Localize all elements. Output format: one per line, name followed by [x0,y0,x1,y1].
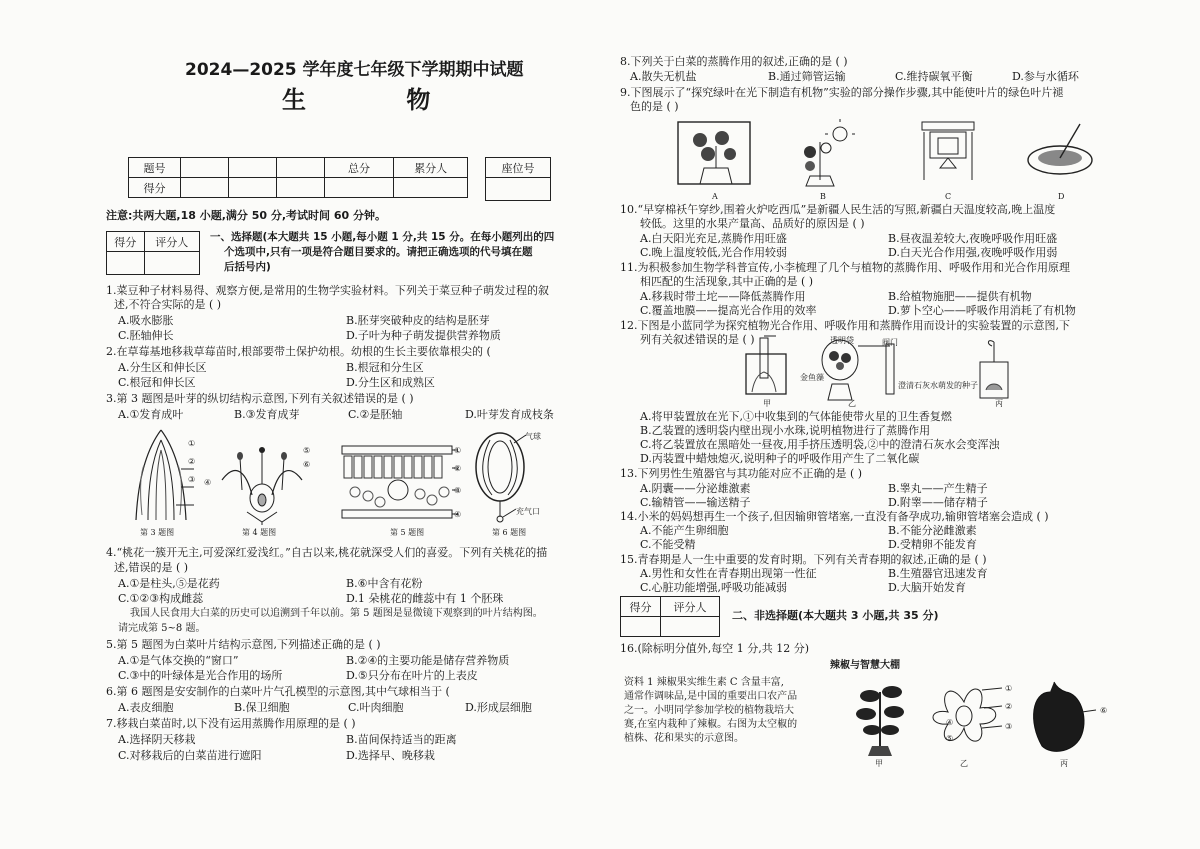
score-table-cell [324,178,394,198]
question-15-option-b: B.生殖器官迅速发育 [888,567,988,580]
question-13-stem: 13.下列男性生殖器官与其功能对应不正确的是 ( ) [620,467,863,480]
question-16-stem: 16.(除标明分值外,每空 1 分,共 12 分) [620,642,810,655]
q9-letter-c: C [945,192,952,201]
question-12-option-d: D.丙装置中蜡烛熄灭,说明种子的呼吸作用产生了二氧化碳 [640,452,920,465]
question-12-option-b: B.乙装置的透明袋内壁出现小水珠,说明植物进行了蒸腾作用 [640,424,931,437]
question-14-stem: 14.小米的妈妈想再生一个孩子,但因输卵管堵塞,一直没有备孕成功,输卵管堵塞会造成 ( ) [620,510,1049,523]
question-4-option-b: B.⑥中含有花粉 [346,577,423,590]
question-4-stem: 4.“桃花一簇开无主,可爱深红爱浅红。”自古以来,桃花就深受人们的喜爱。下列有关桃花的描 [106,546,548,559]
question-15-option-c: C.心脏功能增强,呼吸功能减弱 [640,581,788,594]
question-9-stem: 9.下图展示了“探究绿叶在光下制造有机物”实验的部分操作步骤,其中能使叶片的绿色叶片褪 [620,86,1064,99]
q16-caption-jia: 甲 [875,759,883,768]
section2-grader-cell [660,617,719,637]
question-7-option-b: B.苗间保持适当的距离 [346,733,457,746]
section1-heading-line3: 后括号内) [224,261,271,273]
score-table-cell [228,158,276,178]
section2-score-label: 得分 [621,597,661,617]
q16-mark-4: ④ [946,718,954,727]
question-10-option-c: C.晚上温度较低,光合作用较弱 [640,246,788,259]
intro-5-8: 我国人民食用大白菜的历史可以追溯到千年以前。第 5 题图是显微镜下观察到的叶片结构图。 [130,608,543,619]
question-11-option-b: B.给植物施肥——提供有机物 [888,290,1032,303]
grader-name-label: 评分人 [144,232,199,252]
section2-grader-box [620,596,720,637]
score-table-cell: 累分人 [394,158,468,178]
score-table-cell: 得分 [129,178,181,198]
question-12-stem: 12.下图是小蓝同学为探究植物光合作用、呼吸作用和蒸腾作用而设计的实验装置的示意图,下 [620,319,1070,332]
q12-label-goldfish-weed: 金鱼藻 [800,373,824,382]
fig5-mark-4: ④ [454,510,462,519]
question-13-option-b: B.睾丸——产生精子 [888,482,988,495]
q12-caption-jia: 甲 [763,399,771,408]
fig3-mark-3: ③ [188,475,196,484]
question-12-option-a: A.将甲装置放在光下,①中收集到的气体能使带火星的卫生香复燃 [640,410,952,423]
fig5-caption: 第 5 题图 [390,528,425,537]
fig5-mark-1: ① [454,446,462,455]
fig6-caption: 第 6 题图 [492,528,527,537]
question-6-option-d: D.形成层细胞 [465,701,532,714]
question-10-option-b: B.昼夜温差较大,夜晚呼吸作用旺盛 [888,232,1058,245]
grader-score-label: 得分 [107,232,145,252]
question-1-stem: 1.菜豆种子材料易得、观察方便,是常用的生物学实验材料。下列关于菜豆种子萌发过程的叙 [106,284,549,297]
question-4-option-a: A.①是柱头,⑤是花药 [118,577,220,590]
question-1-option-b: B.胚芽突破种皮的结构是胚芽 [346,314,490,327]
q16-material-line1: 资料 1 辣椒果实维生素 C 含量丰富, [624,677,784,688]
question-11-option-a: A.移栽时带土坨——降低蒸腾作用 [640,290,806,303]
question-5-option-a: A.①是气体交换的“窗口” [118,654,239,667]
question-6-option-a: A.表皮细胞 [118,701,174,714]
question-11-option-d: D.萝卜空心——呼吸作用消耗了有机物 [888,304,1076,317]
q16-material-line5: 植株、花和果实的示意图。 [624,733,744,744]
question-15-option-d: D.大脑开始发育 [888,581,966,594]
question-13-option-d: D.附睾——储存精子 [888,496,988,509]
question-15-option-a: A.男性和女性在青春期出现第一性征 [640,567,817,580]
question-5-option-c: C.③中的叶绿体是光合作用的场所 [118,669,283,682]
question-8-option-c: C.维持碳氧平衡 [895,70,973,83]
question-7-stem: 7.移栽白菜苗时,以下没有运用蒸腾作用原理的是 ( ) [106,717,356,730]
q12-label-seeds: 萌发的种子 [938,381,978,390]
q16-material-line3: 之一。小明同学参加学校的植物栽培大 [624,705,794,716]
section1-heading: 一、选择题(本大题共 15 小题,每小题 1 分,共 15 分。在每小题列出的四 [210,231,555,243]
question-4-option-d: D.1 朵桃花的雌蕊中有 1 个胚珠 [346,592,504,605]
q9-letter-d: D [1058,192,1065,201]
question-3-option-b: B.③发育成芽 [234,408,300,421]
score-table-cell [181,158,229,178]
question-11-stem-2: 相匹配的生活现象,其中正确的是 ( ) [640,275,814,288]
question-3-option-c: C.②是胚轴 [348,408,403,421]
q12-caption-bing: 丙 [995,399,1003,408]
notice: 注意:共两大题,18 小题,满分 50 分,考试时间 60 分钟。 [106,209,387,222]
peach-flower-figure [212,440,312,525]
question-2-stem: 2.在草莓基地移栽草莓苗时,根部要带土保护幼根。幼根的生长主要依靠根尖的 ( [106,345,491,358]
question-4-stem-2: 述,错误的是 ( ) [114,561,189,574]
fig3-mark-2: ② [188,457,196,466]
fig5-mark-2: ② [454,464,462,473]
question-11-option-c: C.覆盖地膜——提高光合作用的效率 [640,304,817,317]
score-table-cell [276,178,324,198]
question-14-option-b: B.不能分泌雌激素 [888,524,977,537]
question-8-stem: 8.下列关于白菜的蒸腾作用的叙述,正确的是 ( ) [620,55,848,68]
q16-caption-yi: 乙 [960,759,968,768]
fig4-mark-5: ⑤ [303,446,311,455]
section2-grader-label: 评分人 [660,597,719,617]
section1-heading-line2: 个选项中,只有一项是符合题目要求的。请把正确选项的代号填在题 [224,246,533,258]
score-table-cell [181,178,229,198]
question-6-option-c: C.叶肉细胞 [348,701,404,714]
seat-label: 座位号 [486,158,551,178]
question-3-option-a: A.①发育成叶 [118,408,184,421]
question-8-option-a: A.散失无机盐 [630,70,697,83]
q16-caption-bing: 丙 [1060,759,1068,768]
score-table-cell [276,158,324,178]
question-11-stem: 11.为积极参加生物学科普宣传,小李梳理了几个与植物的蒸腾作用、呼吸作用和光合作用原理 [620,261,1070,274]
q9-letter-b: B [820,192,826,201]
pepper-figure [852,672,1142,757]
question-1-option-a: A.吸水膨胀 [118,314,174,327]
question-12-option-c: C.将乙装置放在黑暗处一昼夜,用手挤压透明袋,②中的澄清石灰水会变浑浊 [640,438,1000,451]
question-14-option-d: D.受精卵不能发育 [888,538,977,551]
leaf-section-figure [340,444,460,524]
q12-label-transparent-bag: 透明袋 [830,336,854,345]
score-table [128,157,468,198]
question-4-option-c: C.①②③构成雌蕊 [118,592,204,605]
q16-material-line4: 赛,在室内栽种了辣椒。右图为太空椒的 [624,719,798,730]
q12-label-valve: 阀门 [882,338,898,347]
question-15-stem: 15.青春期是人一生中重要的发育时期。下列有关青春期的叙述,正确的是 ( ) [620,553,987,566]
q16-material-line2: 通常作调味品,是中国的重要出口农产品 [624,691,798,702]
question-5-stem: 5.第 5 题图为白菜叶片结构示意图,下列描述正确的是 ( ) [106,638,381,651]
question-2-option-a: A.分生区和伸长区 [118,361,207,374]
question-1-option-d: D.子叶为种子萌发提供营养物质 [346,329,501,342]
q16-mark-6: ⑥ [1100,706,1108,715]
leaf-bud-figure [126,425,196,525]
question-10-stem: 10.“早穿棉袄午穿纱,围着火炉吃西瓜”是新疆人民生活的写照,新疆白天温度较高,晚上温度 [620,203,1056,216]
fig4-caption: 第 4 题图 [242,528,277,537]
q16-mark-5: ⑤ [946,734,954,743]
question-14-option-a: A.不能产生卵细胞 [640,524,729,537]
question-5-option-d: D.⑤只分布在叶片的上表皮 [346,669,478,682]
question-13-option-c: C.输精管——输送精子 [640,496,751,509]
q12-apparatus-figure [740,334,1060,402]
q12-label-lime-water: 澄清石灰水 [898,381,938,390]
question-7-option-a: A.选择阴天移栽 [118,733,196,746]
section2-heading: 二、非选择题(本大题共 3 小题,共 35 分) [732,609,939,622]
q12-caption-yi: 乙 [848,399,856,408]
fig3-caption: 第 3 题图 [140,528,175,537]
q16-heading: 辣椒与智慧大棚 [830,660,900,671]
question-10-stem-2: 较低。这里的水果产量高、品质好的原因是 ( ) [640,217,865,230]
fig6-inflate-label: 充气口 [516,507,540,516]
fig5-mark-3: ③ [454,486,462,495]
seat-value [486,178,551,201]
fig3-mark-1: ① [188,439,196,448]
exam-title: 2024—2025 学年度七年级下学期期中试题 [185,60,524,80]
intro-5-8-line2: 请完成第 5~8 题。 [118,623,206,634]
question-12-stem-2: 列有关叙述错误的是 ( ) [640,333,755,346]
question-3-stem: 3.第 3 题图是叶芽的纵切结构示意图,下列有关叙述错误的是 ( ) [106,392,414,405]
section1-grader-box [106,231,200,275]
subject-title: 生 物 [282,86,477,114]
q16-mark-1: ① [1005,684,1013,693]
question-14-option-c: C.不能受精 [640,538,696,551]
q16-mark-3: ③ [1005,722,1013,731]
question-2-option-d: D.分生区和成熟区 [346,376,435,389]
q9-letter-a: A [712,192,718,201]
q16-mark-2: ② [1005,702,1013,711]
question-3-option-d: D.叶芽发育成枝条 [465,408,554,421]
fig6-balloon-label: 气球 [525,432,541,441]
score-table-cell: 题号 [129,158,181,178]
question-6-stem: 6.第 6 题图是安安制作的白菜叶片气孔模型的示意图,其中气球相当于 ( [106,685,450,698]
question-5-option-b: B.②④的主要功能是储存营养物质 [346,654,510,667]
score-table-cell [394,178,468,198]
question-10-option-a: A.白天阳光充足,蒸腾作用旺盛 [640,232,787,245]
seat-number-box [485,157,551,201]
q9-experiment-figure [660,118,1120,196]
question-7-option-c: C.对移栽后的白菜苗进行遮阳 [118,749,262,762]
fig4-mark-6: ⑥ [303,460,311,469]
question-7-option-d: D.选择早、晚移栽 [346,749,435,762]
section2-score-cell [621,617,661,637]
question-10-option-d: D.白天光合作用强,夜晚呼吸作用弱 [888,246,1058,259]
grader-name-cell [144,252,199,275]
fig4-mark-4: ④ [204,478,212,487]
question-8-option-b: B.通过筛管运输 [768,70,846,83]
question-1-stem-2: 述,不符合实际的是 ( ) [114,298,222,311]
question-1-option-c: C.胚轴伸长 [118,329,174,342]
score-table-cell: 总分 [324,158,394,178]
question-13-option-a: A.阴囊——分泌雄激素 [640,482,751,495]
grader-score-cell [107,252,145,275]
question-8-option-d: D.参与水循环 [1012,70,1079,83]
score-table-cell [228,178,276,198]
question-6-option-b: B.保卫细胞 [234,701,290,714]
question-2-option-c: C.根冠和伸长区 [118,376,196,389]
question-9-stem-2: 色的是 ( ) [630,100,679,113]
question-2-option-b: B.根冠和分生区 [346,361,424,374]
